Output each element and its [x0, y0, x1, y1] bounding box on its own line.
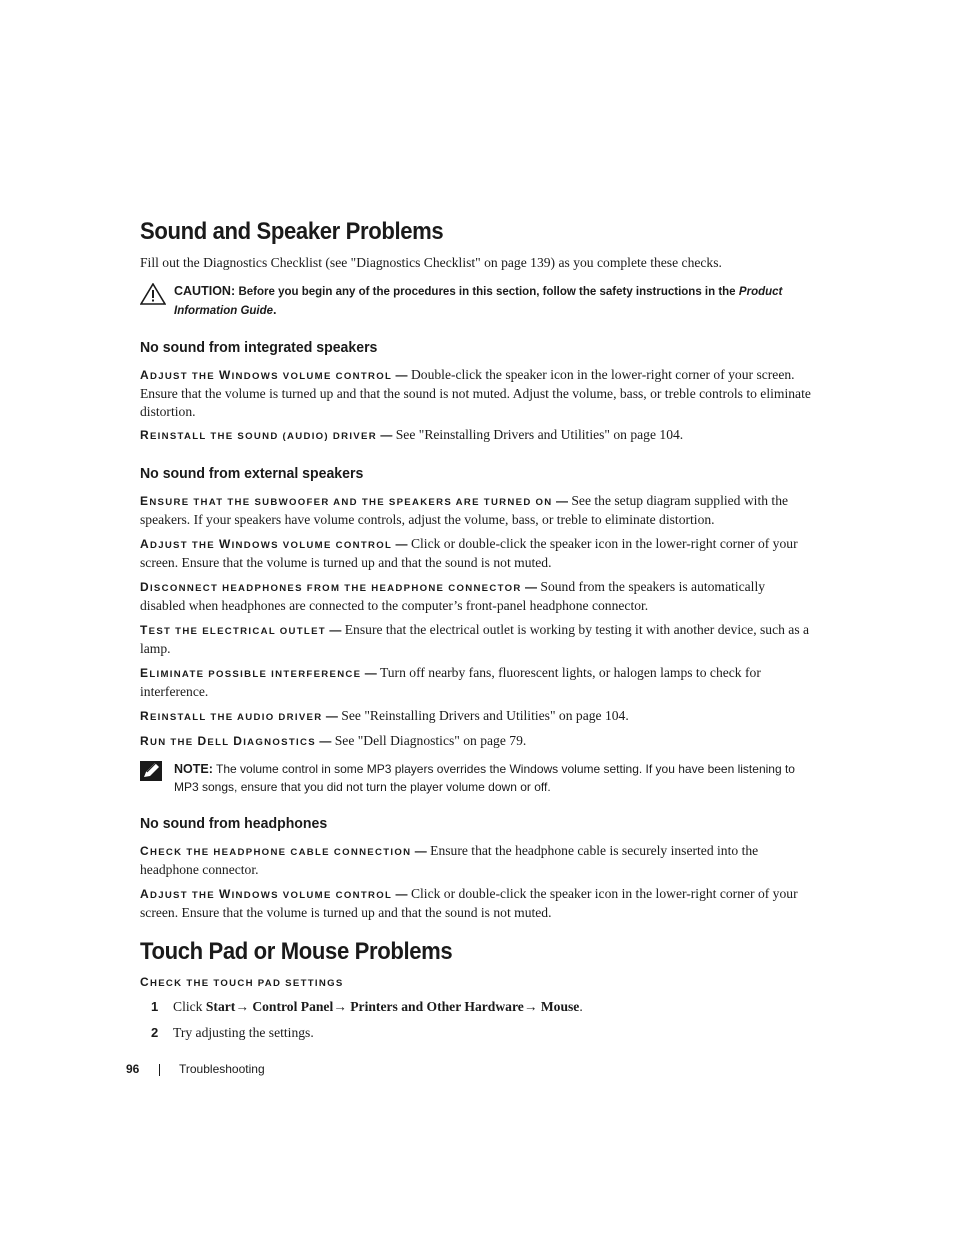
footer-chapter: Troubleshooting — [179, 1062, 265, 1076]
troubleshoot-item — [140, 732, 812, 752]
em-dash: — — [380, 428, 393, 442]
item-heading: CHECK THE HEADPHONE CABLE CONNECTION — [140, 843, 412, 858]
em-dash: — — [319, 734, 332, 748]
caution-box — [140, 282, 812, 320]
note-pencil-icon — [140, 761, 162, 786]
item-text: Ensure that the headphone cable is securely inserted into the headphone connector. — [140, 842, 759, 877]
item-heading: REINSTALL THE AUDIO DRIVER — [140, 708, 323, 723]
start-menu-ref: Start — [205, 999, 236, 1014]
troubleshoot-item — [140, 366, 812, 421]
em-dash: — — [395, 886, 408, 901]
item-text: See "Reinstalling Drivers and Utilities" on page 104. — [341, 707, 629, 723]
arrow-glyph: → — [333, 999, 347, 1014]
footer-divider — [159, 1064, 160, 1076]
item-heading: ELIMINATE POSSIBLE INTERFERENCE — [140, 665, 362, 680]
item-heading: ADJUST THE WINDOWS VOLUME CONTROL — [140, 367, 393, 382]
integrated-items — [140, 366, 812, 446]
em-dash: — — [329, 622, 342, 637]
external-items — [140, 492, 812, 752]
troubleshoot-item — [140, 707, 812, 727]
step-text: Click — [173, 999, 206, 1014]
item-heading: ENSURE THAT THE SUBWOOFER AND THE SPEAKERS ARE TURNED ON — [140, 493, 553, 508]
step-1 — [140, 998, 812, 1016]
note-box — [140, 760, 812, 796]
item-text: See "Reinstalling Drivers and Utilities" on page 104. — [395, 427, 684, 442]
item-text: See "Dell Diagnostics" on page 79. — [334, 733, 527, 748]
item-heading: ADJUST THE WINDOWS VOLUME CONTROL — [140, 886, 393, 901]
troubleshoot-item — [140, 842, 812, 879]
subsection-title-headphones: No sound from headphones — [140, 814, 328, 832]
subsection-title-external: No sound from external speakers — [140, 464, 364, 482]
page-content — [140, 216, 812, 1041]
item-text: Click or double-click the speaker icon in the lower-right corner of your screen. Ensure that the volume is turned up and that the sound is not muted. — [140, 885, 798, 920]
arrow-glyph: → — [523, 999, 538, 1014]
item-text: Sound from the speakers is automatically disabled when headphones are connected to the computer’s front-panel headphone connector. — [140, 578, 766, 613]
em-dash: — — [524, 579, 537, 594]
troubleshoot-item — [140, 492, 812, 529]
caution-label: CAUTION: — [174, 283, 236, 298]
touchpad-steps — [140, 998, 812, 1041]
item-text: Turn off nearby fans, fluorescent lights, or halogen lamps to check for interference. — [140, 664, 761, 699]
item-text: Click or double-click the speaker icon in the lower-right corner of your screen. Ensure that the volume is turned up and that the sound is not muted. — [140, 535, 798, 570]
step-period: . — [579, 999, 583, 1014]
troubleshoot-item — [140, 426, 812, 446]
step-2 — [140, 1024, 812, 1042]
mouse-ref: Mouse — [540, 999, 580, 1014]
item-heading: ADJUST THE WINDOWS VOLUME CONTROL — [140, 536, 393, 551]
subsection-title-integrated: No sound from integrated speakers — [140, 338, 378, 356]
page-number: 96 — [126, 1062, 140, 1076]
touchpad-lead: CHECK THE TOUCH PAD SETTINGS — [140, 974, 344, 989]
em-dash: — — [395, 536, 408, 551]
item-heading: DISCONNECT HEADPHONES FROM THE HEADPHONE CONNECTOR — [140, 579, 522, 594]
caution-text: Before you begin any of the procedures in this section, follow the safety instructions in the — [238, 285, 736, 298]
em-dash: — — [364, 665, 377, 680]
note-text: The volume control in some MP3 players overrides the Windows volume setting. If you have been listening to MP3 songs, ensure that you did not turn the player volume down or off. — [174, 761, 795, 794]
note-label: NOTE: — [174, 761, 213, 776]
printers-ref: Printers and Other Hardware — [350, 999, 524, 1014]
caution-icon — [140, 283, 166, 310]
item-heading: RUN THE DELL DIAGNOSTICS — [140, 734, 316, 748]
em-dash: — — [414, 843, 427, 858]
troubleshoot-item — [140, 578, 812, 615]
caution-period: . — [273, 302, 277, 317]
step-number: 2 — [151, 1024, 159, 1040]
item-text: Ensure that the electrical outlet is working by testing it with another device, such as a lamp. — [140, 621, 810, 656]
arrow-glyph: → — [235, 999, 249, 1014]
section-title-touchpad: Touch Pad or Mouse Problems — [140, 937, 453, 965]
item-text: See the setup diagram supplied with the speakers. If your speakers have volume controls, adjust the volume, bass, or treble to eliminate distortion. — [140, 492, 789, 527]
troubleshoot-item — [140, 621, 812, 658]
em-dash: — — [325, 708, 338, 723]
step-text: Try adjusting the settings. — [173, 1024, 314, 1040]
headphones-items — [140, 842, 812, 922]
troubleshoot-item — [140, 535, 812, 572]
em-dash: — — [395, 367, 408, 382]
item-text: Double-click the speaker icon in the lower-right corner of your screen. Ensure that the volume is turned up and that the sound is not muted. Adjust the volume, bass, or treble controls to eliminate distortion. — [140, 366, 811, 419]
intro-paragraph: Fill out the Diagnostics Checklist (see "Diagnostics Checklist" on page 139) as you complete these checks. — [140, 255, 722, 270]
troubleshoot-item — [140, 885, 812, 922]
page-footer — [126, 1062, 265, 1076]
troubleshoot-item — [140, 664, 812, 701]
caution-ref: Product Information Guide — [174, 285, 783, 317]
step-number: 1 — [151, 999, 159, 1014]
item-heading: TEST THE ELECTRICAL OUTLET — [140, 622, 326, 637]
control-panel-ref: Control Panel — [252, 999, 334, 1014]
item-heading: REINSTALL THE SOUND (AUDIO) DRIVER — [140, 428, 377, 442]
section-title-sound: Sound and Speaker Problems — [140, 218, 444, 245]
em-dash: — — [555, 493, 568, 508]
